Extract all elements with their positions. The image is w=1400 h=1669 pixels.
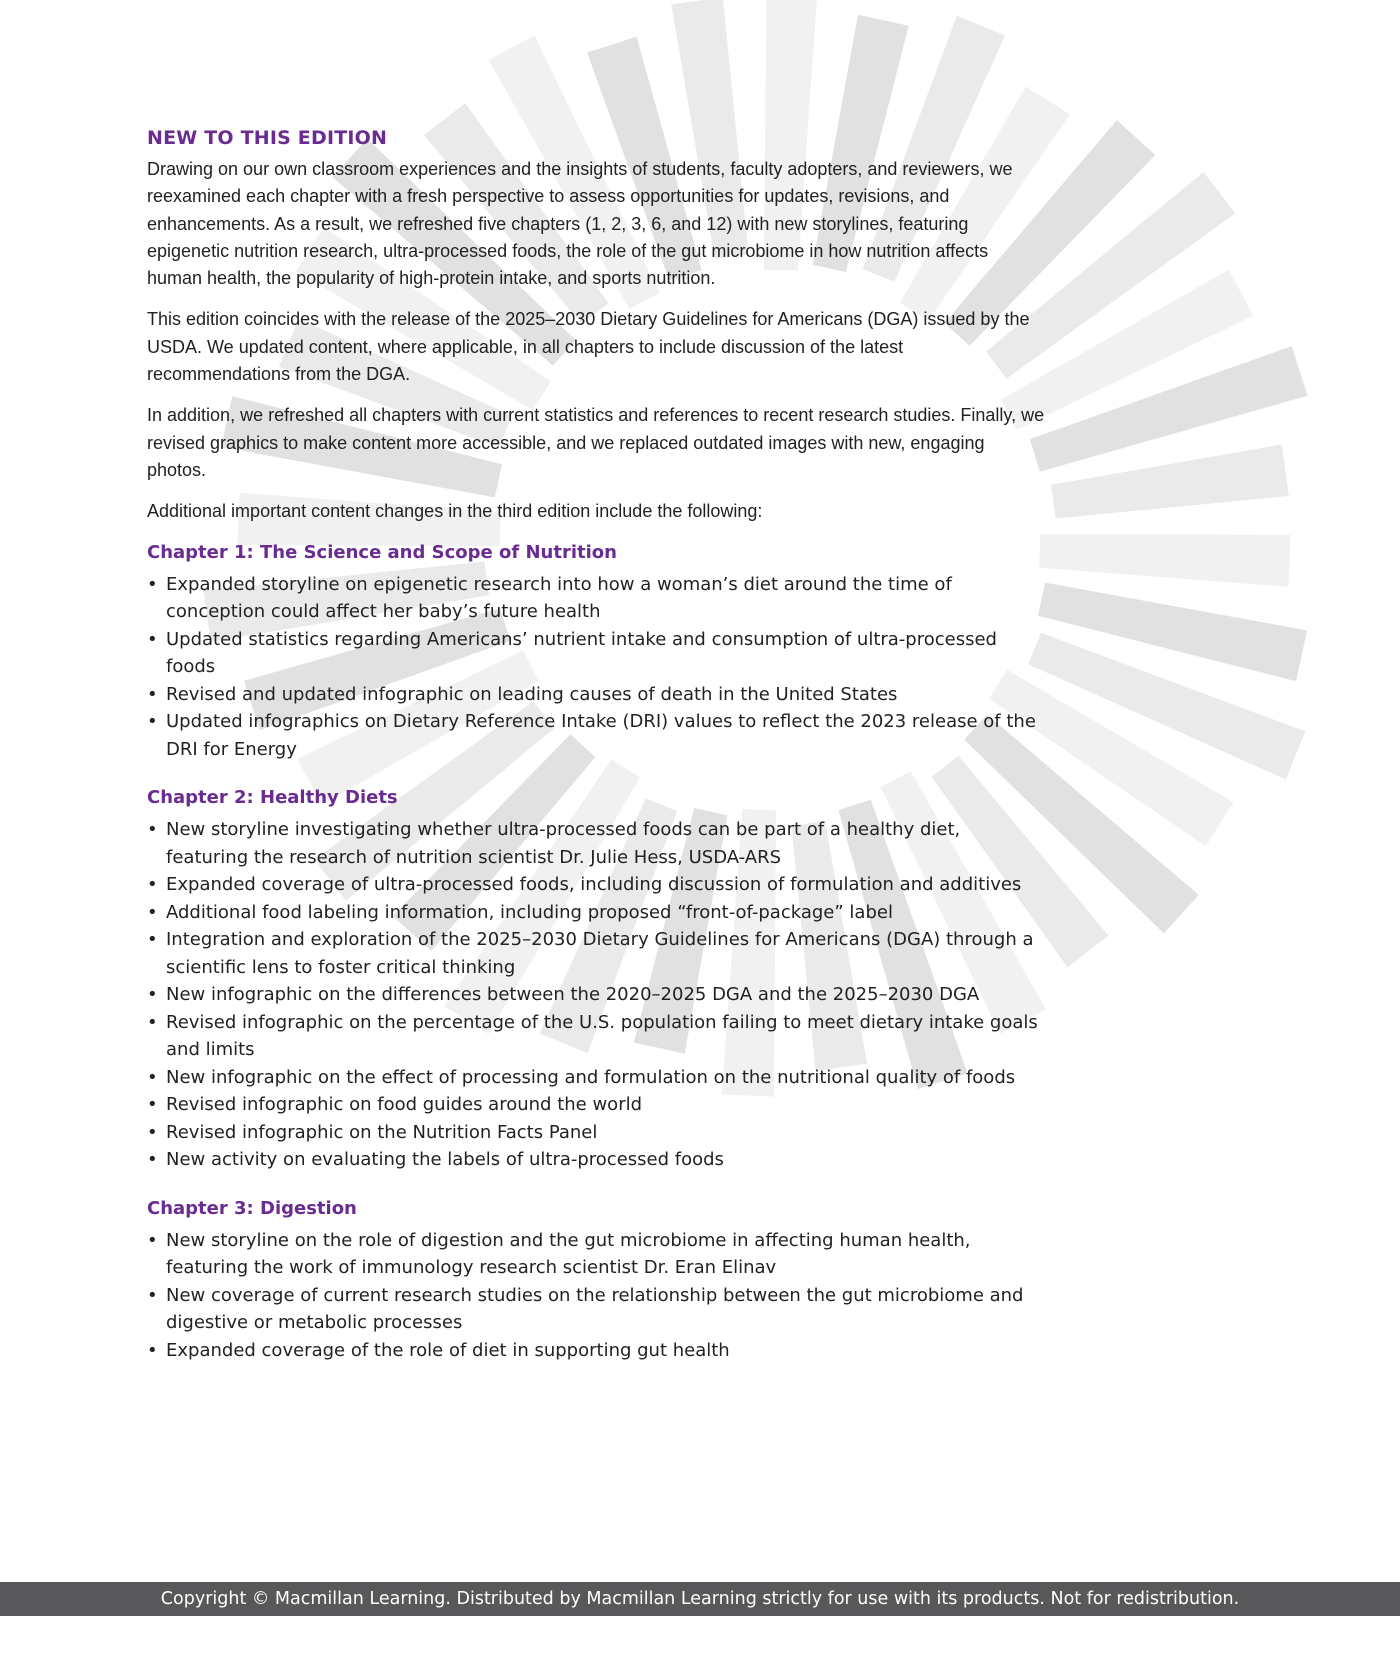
list-item [147,816,1047,871]
list-item-text: New storyline on the role of digestion and the gut microbiome in affecting human health, featuring the work of immunology research scientist Dr. Eran Elinav [166,1229,971,1279]
bullet-icon: • [147,1011,158,1033]
list-item-text: Expanded coverage of ultra-processed foods, including discussion of formulation and additives [166,874,1022,896]
copyright-footer [0,1582,1400,1616]
bullet-icon: • [147,984,158,1006]
list-item [147,899,1047,927]
chapter-heading: Chapter 2: Healthy Diets [147,787,398,809]
bullet-icon: • [147,1229,158,1251]
list-item [147,1227,1047,1282]
section-heading: NEW TO THIS EDITION [147,127,388,149]
list-item-text: Revised infographic on the percentage of the U.S. population failing to meet dietary intake goals and limits [166,1011,1038,1061]
bullet-icon: • [147,1121,158,1143]
list-item-text: Revised and updated infographic on leading causes of death in the United States [166,683,898,705]
bullet-icon: • [147,1339,158,1361]
sunburst-ray [1039,534,1291,587]
chapter-bullet-list [147,816,1047,1174]
intro-paragraph-2: This edition coincides with the release of the 2025–2030 Dietary Guidelines for Americans (DGA) issued by the USDA. We updated content, where applicable, in all chapters to include discussion of the latest recommendations from the DGA. [147,309,1030,385]
list-item [147,981,1047,1009]
intro-paragraph-4: Additional important content changes in the third edition include the following: [147,501,763,522]
page-content [147,124,1047,1386]
bullet-icon: • [147,711,158,733]
intro-paragraph-1: Drawing on our own classroom experiences and the insights of students, faculty adopters, and reviewers, we reexamined each chapter with a fresh perspective to assess opportunities for updates, revisions, and enhancements. As a result, we refreshed five chapters (1, 2, 3, 6, and 12) with new storylines, featuring epigenetic nutrition research, ultra-processed foods, the role of the gut microbiome in how nutrition affects human health, the popularity of high-protein intake, and sports nutrition. [147,159,1013,289]
bullet-icon: • [147,874,158,896]
list-item-text: Additional food labeling information, including proposed “front-of-package” label [166,901,893,923]
list-item-text: Revised infographic on the Nutrition Facts Panel [166,1121,598,1143]
list-item-text: Updated infographics on Dietary Reference Intake (DRI) values to reflect the 2023 release of the DRI for Energy [166,711,1036,760]
chapter-list [147,540,1047,1365]
bullet-icon: • [147,1066,158,1088]
list-item [147,1337,1047,1365]
intro-paragraph-3: In addition, we refreshed all chapters with current statistics and references to recent research studies. Finally, we revised graphics to make content more accessible, and we replaced outdated images with new, engaging photos. [147,405,1045,480]
list-item [147,571,1047,626]
list-item [147,1282,1047,1337]
list-item-text: New coverage of current research studies on the relationship between the gut microbiome and digestive or metabolic processes [166,1284,1024,1334]
bullet-icon: • [147,628,158,650]
bullet-icon: • [147,573,158,595]
list-item-text: Integration and exploration of the 2025–2030 Dietary Guidelines for Americans (DGA) through a scientific lens to foster critical thinking [166,929,1034,978]
bullet-icon: • [147,1149,158,1171]
bullet-icon: • [147,1284,158,1306]
bullet-icon: • [147,901,158,923]
list-item [147,1009,1047,1064]
bullet-icon: • [147,819,158,841]
list-item-text: New infographic on the effect of processing and formulation on the nutritional quality of foods [166,1066,1016,1088]
list-item [147,1119,1047,1147]
list-item-text: New storyline investigating whether ultra-processed foods can be part of a healthy diet, featuring the research of nutrition scientist Dr. Julie Hess, USDA-ARS [166,819,961,868]
list-item [147,626,1047,681]
list-item [147,1091,1047,1119]
list-item-text: New activity on evaluating the labels of ultra-processed foods [166,1149,724,1171]
list-item [147,1146,1047,1174]
list-item-text: Expanded storyline on epigenetic research into how a woman’s diet around the time of conception could affect her baby’s future health [166,573,952,623]
bullet-icon: • [147,683,158,705]
list-item [147,1064,1047,1092]
list-item [147,708,1047,763]
list-item-text: Updated statistics regarding Americans’ nutrient intake and consumption of ultra-processed foods [166,628,997,678]
copyright-text: Copyright © Macmillan Learning. Distributed by Macmillan Learning strictly for use with its products. Not for redistribution. [160,1589,1240,1609]
bullet-icon: • [147,1094,158,1116]
bullet-icon: • [147,929,158,951]
chapter-heading: Chapter 1: The Science and Scope of Nutrition [147,541,617,563]
chapter-heading: Chapter 3: Digestion [147,1197,357,1219]
list-item [147,926,1047,981]
list-item-text: Revised infographic on food guides around the world [166,1094,643,1116]
list-item-text: Expanded coverage of the role of diet in supporting gut health [166,1339,730,1361]
chapter-bullet-list [147,1227,1047,1365]
list-item-text: New infographic on the differences between the 2020–2025 DGA and the 2025–2030 DGA [166,984,980,1006]
chapter-bullet-list [147,571,1047,764]
list-item [147,871,1047,899]
list-item [147,681,1047,709]
